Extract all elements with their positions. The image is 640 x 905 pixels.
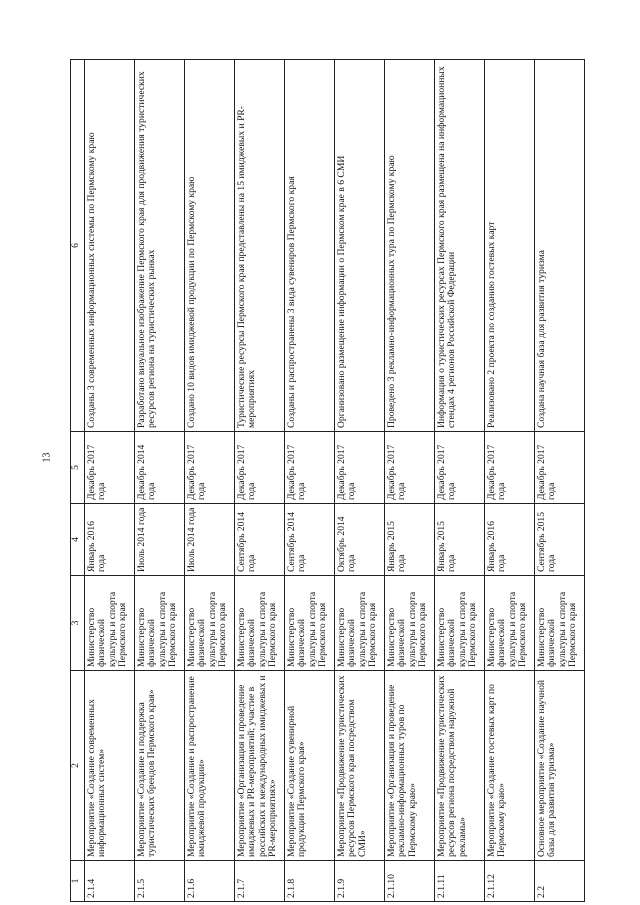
executor: Министерство физической культуры и спорта Пермского края — [535, 576, 585, 671]
end-date: Декабрь 2017 года — [285, 432, 335, 504]
row-number: 2.1.8 — [285, 861, 335, 902]
start-date: Январь 2016 года — [485, 504, 535, 576]
expected-result: Туристические ресурсы Пермского края представлены на 15 имиджевых и PR-мероприятиях — [235, 60, 285, 432]
end-date: Декабрь 2017 года — [85, 432, 135, 504]
start-date: Июль 2014 года — [135, 504, 185, 576]
end-date: Декабрь 2014 года — [135, 432, 185, 504]
start-date: Сентябрь 2014 года — [285, 504, 335, 576]
start-date: Январь 2015 года — [385, 504, 435, 576]
event-name: Основное мероприятие «Создание научной базы для развития туризма» — [535, 671, 585, 861]
start-date: Январь 2015 года — [435, 504, 485, 576]
table-header-row — [71, 60, 85, 902]
expected-result: Созданы и распространены 3 вида сувениров Пермского края — [285, 60, 335, 432]
table-row — [335, 60, 385, 902]
executor: Министерство физической культуры и спорта Пермского края — [335, 576, 385, 671]
column-header: 3 — [71, 576, 85, 671]
executor: Министерство физической культуры и спорта Пермского края — [85, 576, 135, 671]
expected-result: Реализовано 2 проекта по созданию гостевых карт — [485, 60, 535, 432]
column-header: 2 — [71, 671, 85, 861]
column-header: 5 — [71, 432, 85, 504]
end-date: Декабрь 2017 года — [335, 432, 385, 504]
row-number: 2.1.11 — [435, 861, 485, 902]
end-date: Декабрь 2017 года — [435, 432, 485, 504]
expected-result: Разработано визуальное изображение Пермского края для продвижения туристических ресурсов региона на туристических рынках — [135, 60, 185, 432]
table-row — [535, 60, 585, 902]
end-date: Декабрь 2017 года — [235, 432, 285, 504]
row-number: 2.1.9 — [335, 861, 385, 902]
end-date: Декабрь 2017 года — [385, 432, 435, 504]
event-name: Мероприятие «Организация и проведение рекламно-информационных туров по Пермскому краю» — [385, 671, 435, 861]
end-date: Декабрь 2017 года — [485, 432, 535, 504]
event-name: Мероприятие «Продвижение туристических ресурсов региона посредством наружной рекламы» — [435, 671, 485, 861]
expected-result: Информация о туристических ресурсах Пермского края размещена на информационных стендах 4 регионов Российской Федерации — [435, 60, 485, 432]
event-name: Мероприятие «Создание гостевых карт по Пермскому краю» — [485, 671, 535, 861]
table-row — [435, 60, 485, 902]
executor: Министерство физической культуры и спорта Пермского края — [235, 576, 285, 671]
column-header: 4 — [71, 504, 85, 576]
event-name: Мероприятие «Создание сувенирной продукции Пермского края» — [285, 671, 335, 861]
event-name: Мероприятие «Продвижение туристических ресурсов Пермского края посредством СМИ» — [335, 671, 385, 861]
table-row — [235, 60, 285, 902]
expected-result: Организовано размещение информации о Пермском крае в 6 СМИ — [335, 60, 385, 432]
table-row — [385, 60, 435, 902]
rotated-page-content — [70, 60, 625, 902]
row-number: 2.2 — [535, 861, 585, 902]
table-row — [85, 60, 135, 902]
column-header: 1 — [71, 861, 85, 902]
executor: Министерство физической культуры и спорта Пермского края — [135, 576, 185, 671]
table-row — [285, 60, 335, 902]
executor: Министерство физической культуры и спорта Пермского края — [285, 576, 335, 671]
executor: Министерство физической культуры и спорта Пермского края — [185, 576, 235, 671]
row-number: 2.1.5 — [135, 861, 185, 902]
event-name: Мероприятие «Организация и проведение имиджевых и PR-мероприятий; участие в российских и международных имиджевых и PR-мероприятиях» — [235, 671, 285, 861]
end-date: Декабрь 2017 года — [185, 432, 235, 504]
events-table — [70, 59, 585, 902]
event-name: Мероприятие «Создание и поддержка туристических брендов Пермского края» — [135, 671, 185, 861]
executor: Министерство физической культуры и спорта Пермского края — [485, 576, 535, 671]
expected-result: Созданы 3 современных информационных системы по Пермскому краю — [85, 60, 135, 432]
table-row — [485, 60, 535, 902]
start-date: Октябрь 2014 года — [335, 504, 385, 576]
row-number: 2.1.7 — [235, 861, 285, 902]
page-number: 13 — [41, 452, 53, 463]
expected-result: Проведено 3 рекламно-информационных тура по Пермскому краю — [385, 60, 435, 432]
end-date: Декабрь 2017 года — [535, 432, 585, 504]
event-name: Мероприятие «Создание и распространение имиджевой продукции» — [185, 671, 235, 861]
table-row — [135, 60, 185, 902]
event-name: Мероприятие «Создание современных информационных систем» — [85, 671, 135, 861]
row-number: 2.1.12 — [485, 861, 535, 902]
start-date: Сентябрь 2014 года — [235, 504, 285, 576]
expected-result: Создано 10 видов имиджевой продукции по Пермскому краю — [185, 60, 235, 432]
start-date: Январь 2016 года — [85, 504, 135, 576]
row-number: 2.1.10 — [385, 861, 435, 902]
table-row — [185, 60, 235, 902]
row-number: 2.1.4 — [85, 861, 135, 902]
executor: Министерство физической культуры и спорта Пермского края — [385, 576, 435, 671]
row-number: 2.1.6 — [185, 861, 235, 902]
column-header: 6 — [71, 60, 85, 432]
start-date: Сентябрь 2015 года — [535, 504, 585, 576]
expected-result: Создана научная база для развития туризма — [535, 60, 585, 432]
start-date: Июль 2014 года — [185, 504, 235, 576]
executor: Министерство физической культуры и спорта Пермского края — [435, 576, 485, 671]
